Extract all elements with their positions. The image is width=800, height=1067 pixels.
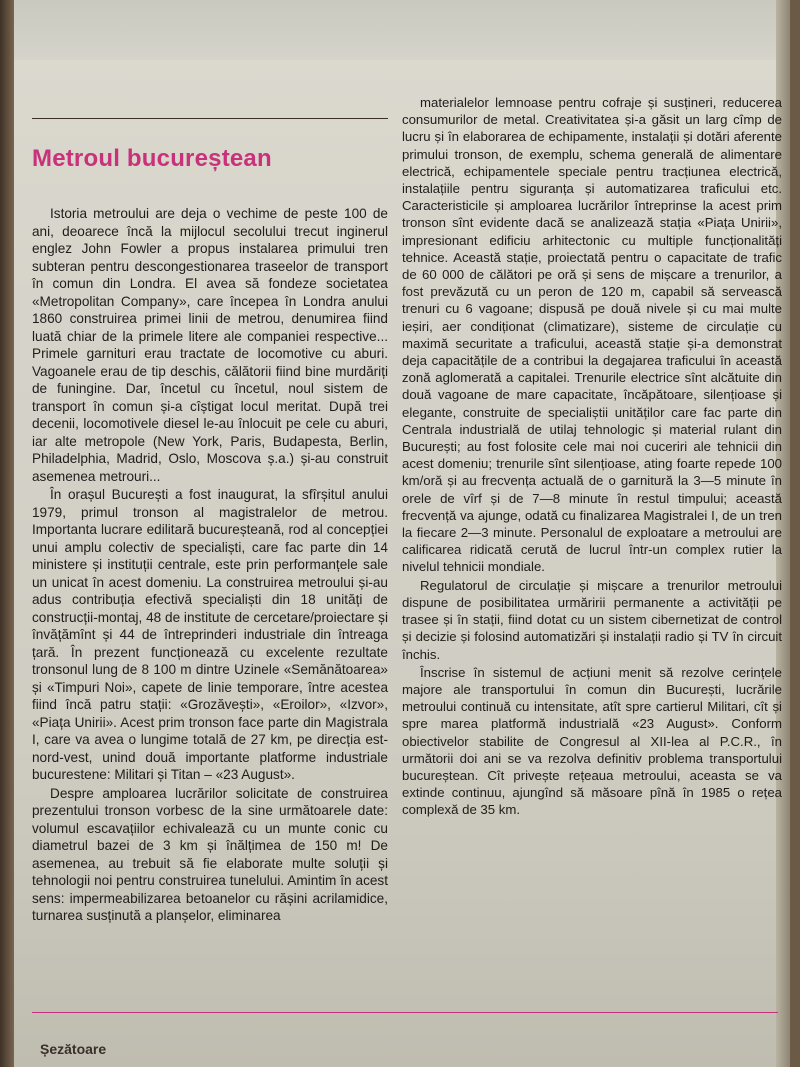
title-top-rule bbox=[32, 118, 388, 119]
right-column bbox=[402, 94, 782, 819]
paragraph-creativity-station: materialelor lemnoase pentru cofraje și susțineri, reducerea consumurilor de metal. Creativitatea și-a găsit un larg cîmp de lucru și în elaborarea de echipamente, instalații și dotări aferente primului tronson, de exemplu, schema generală de alimentare electrică, echipamentele speciale pentru tracțiunea electrică, instalațiile pentru siguranța și automatizarea traficului etc. Caracteristicile și amploarea lucrărilor întreprinse la acest prim tronson sînt evidente dacă se analizează stația «Piața Unirii», impresionant edificiu arhitectonic cu multiple funcționalități tehnice. Această stație, proiectată pentru o capacitate de trafic de 60 000 de călători pe oră și sens de mișcare a trenurilor, a fost prevăzută cu un peron de 120 m, capabil să servească trenuri cu 6 vagoane; dispusă pe două nivele și cu mai multe ieșiri, aer condiționat (climatizare), sisteme de circulație cu maximă securitate a traficului, această stație și-a demonstrat deja capacitățile de a contribui la degajarea traficului în această zonă aglomerată a capitalei. Trenurile electrice sînt alcătuite din două vagoane de mare capacitate, încăpătoare, silențioase și elegante, construite de specialiștii unităților care fac parte din Centrala industrială de utilaj tehnologic și material rulant din București; au fost folosite cele mai noi cuceriri ale tehnicii din acest domeniu; trenurile sînt silențioase, ating foarte repede 100 km/oră și au frecvența actuală de o garnitură la 3—5 minute în orele de vîrf și de 7—8 minute în restul timpului; această frecvență va ajunge, odată cu finalizarea Magistralei I, de un tren la fiecare 2—3 minute. Personalul de exploatare a metroului are calificarea ridicată cerută de lucrul într-un complex rutier la nivelul tehnicii mondiale. bbox=[402, 95, 782, 575]
paragraph-construction-scale: Despre amploarea lucrărilor solicitate de construirea prezentului tronson vorbesc de la sine următoarele date: volumul escavațiilor echivalează cu un munte conic cu diametrul bazei de 3 km și înălțimea de 150 m! De asemenea, au trebuit să fie elaborate multe soluții și tehnologii noi pentru construirea tunelului. Amintim în acest sens: impermeabilizarea betoanelor cu rășini acrilamidice, turnarea susținută a planșelor, eliminarea bbox=[32, 785, 388, 923]
magazine-footer-label: Șezătoare bbox=[40, 1041, 107, 1057]
paragraph-history: Istoria metroului are deja o vechime de peste 100 de ani, deoarece încă la mijlocul secolului trecut inginerul englez John Fowler a propus instalarea primului tren subteran pentru descongestionarea traseelor de transport în comun din Londra. El avea să fondeze societatea «Metropolitan Company», care începea în Londra anului 1860 construirea primei linii de metrou, denumirea fiind luată chiar de la primele litere ale companiei respective... Primele garnituri erau tractate de locomotive cu aburi. Vagoanele erau de tip deschis, călătorii fiind bine murdăriți de funingine. Dar, încetul cu încetul, noul sistem de transport în comun și-a cîștigat locul meritat. După trei decenii, locomotivele diesel le-au înlocuit pe cele cu aburi, iar alte metropole (New York, Paris, Budapesta, Berlin, Philadelphia, Madrid, Oslo, Moscova ș.a.) și-au construit asemenea metrouri... bbox=[32, 206, 388, 484]
paragraph-bucharest-inauguration: În orașul București a fost inaugurat, la sfîrșitul anului 1979, primul tronson al magistralelor de metrou. Importanta lucrare edilitară bucureșteană, rod al concepției unui amplu colectiv de specialiști, care fac parte din 14 ministere și instituții centrale, este prin performanțele sale un unicat în acest domeniu. La construirea metroului și-au adus contribuția efectivă specialiști din 18 unități de construcții-montaj, 48 de institute de cercetare/proiectare și învățămînt și 44 de întreprinderi industriale din întreaga țară. În prezent funcționează cu excelente rezultate tronsonul lung de 8 100 m dintre Uzinele «Semănătoarea» și «Timpuri Noi», capete de linie temporare, între acestea fiind încă patru stații: «Grozăvești», «Eroilor», «Izvor», «Piața Unirii». Acest prim tronson face parte din Magistrala I, care va avea o lungime totală de 27 km, pe direcția est-nord-vest, unind două importante platforme industriale bucurestene: Militari și Titan – «23 August». bbox=[32, 487, 388, 782]
paragraph-traffic-regulator: Regulatorul de circulație și mișcare a trenurilor metroului dispune de posibilitatea urmăririi permanente a activității pe trasee și în stații, fiind dotat cu un sistem cibernetizat de control și decizie și folosind automatizări și instalații radio și TV în circuit închis. bbox=[402, 577, 782, 662]
article-title: Metroul bucureștean bbox=[32, 145, 272, 172]
page-top-edge bbox=[14, 0, 790, 60]
paragraph-future-plans: Înscrise în sistemul de acțiuni menit să rezolve cerințele majore ale transportului în comun din București, lucrările metroului continuă cu intensitate, atît spre cartierul Militari, cît și spre marea platformă industrială «23 August». Conform obiectivelor stabilite de Congresul al XII-lea al P.C.R., în următorii doi ani se va rezolva definitiv problema transportului bucureștean. Cît privește rețeaua metroului, aceasta se va extinde continuu, ajungînd să măsoare pînă în 1985 o rețea complexă de 35 km. bbox=[402, 664, 782, 818]
bottom-rule bbox=[32, 1012, 778, 1013]
left-column bbox=[32, 205, 388, 925]
book-spine bbox=[0, 0, 14, 1067]
